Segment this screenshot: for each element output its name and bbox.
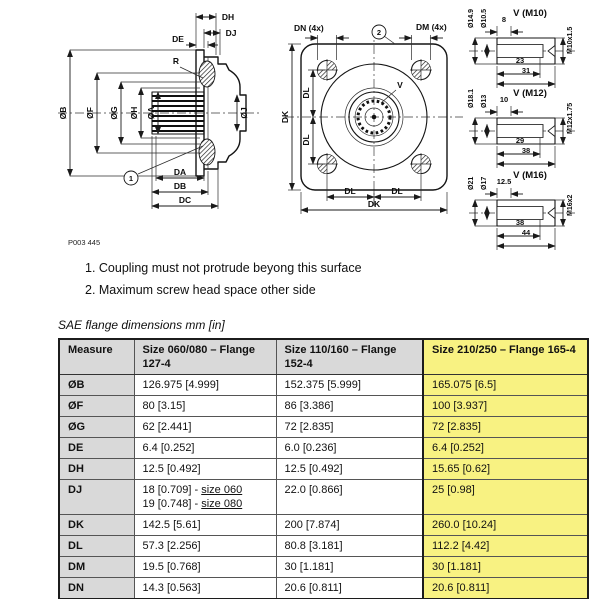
value-cell: 30 [1.181] bbox=[423, 557, 588, 578]
detail-len1-m12: 29 bbox=[515, 136, 525, 145]
notes-list bbox=[85, 257, 362, 301]
table-row bbox=[59, 578, 588, 599]
measure-cell: DL bbox=[59, 536, 134, 557]
detail-depth-m12: 10 bbox=[499, 95, 509, 104]
dim-label-dl-bottom-left: DL bbox=[344, 186, 356, 196]
dim-label-dk-left: DK bbox=[280, 110, 290, 124]
dim-label-dh: DH bbox=[221, 12, 235, 22]
side-view-drawing bbox=[58, 12, 262, 247]
value-cell: 80 [3.15] bbox=[134, 396, 276, 417]
value-cell bbox=[134, 480, 276, 515]
value-line bbox=[143, 497, 268, 511]
value-cell: 15.65 [0.62] bbox=[423, 459, 588, 480]
table-row bbox=[59, 536, 588, 557]
detail-dia-outer-m12: Ø18.1 bbox=[468, 88, 475, 108]
value-cell: 22.0 [0.866] bbox=[276, 480, 423, 515]
dim-label-db: DB bbox=[173, 181, 187, 191]
table-row bbox=[59, 417, 588, 438]
thread-detail-m16 bbox=[468, 170, 575, 250]
dim-label-oj: ØJ bbox=[239, 107, 249, 119]
measure-cell: DM bbox=[59, 557, 134, 578]
figure-code: P003 445 bbox=[68, 238, 101, 247]
detail-dia-outer-m10: Ø14.9 bbox=[468, 8, 475, 28]
table-row bbox=[59, 459, 588, 480]
value-cell: 6.4 [0.252] bbox=[423, 438, 588, 459]
value-cell: 12.5 [0.492] bbox=[276, 459, 423, 480]
dim-label-of: ØF bbox=[85, 107, 95, 119]
value-cell: 6.0 [0.236] bbox=[276, 438, 423, 459]
value-cell: 165.075 [6.5] bbox=[423, 375, 588, 396]
value-cell: 80.8 [3.181] bbox=[276, 536, 423, 557]
table-row bbox=[59, 438, 588, 459]
callout-2: 2 bbox=[376, 28, 382, 37]
value-cell: 72 [2.835] bbox=[276, 417, 423, 438]
value-cell: 86 [3.386] bbox=[276, 396, 423, 417]
dim-label-dc: DC bbox=[178, 195, 192, 205]
dim-label-dl-bottom-right: DL bbox=[391, 186, 403, 196]
detail-len2-m12: 38 bbox=[521, 146, 531, 155]
measure-cell: DK bbox=[59, 515, 134, 536]
size-link[interactable]: size 080 bbox=[201, 498, 243, 510]
note-line-1: 1. Coupling must not protrude beyong this surface bbox=[85, 261, 362, 275]
value-cell: 6.4 [0.252] bbox=[134, 438, 276, 459]
measure-cell: ØG bbox=[59, 417, 134, 438]
detail-len1-m16: 38 bbox=[515, 218, 525, 227]
detail-depth-m16: 12.5 bbox=[496, 177, 512, 186]
detail-dia-inner-m12: Ø13 bbox=[481, 94, 488, 108]
table-row bbox=[59, 515, 588, 536]
flange-drawing bbox=[0, 0, 609, 252]
value-cell: 152.375 [5.999] bbox=[276, 375, 423, 396]
table-row bbox=[59, 480, 588, 515]
table-header-row bbox=[59, 339, 588, 375]
sae-flange-dimensions-table bbox=[58, 338, 589, 599]
dim-label-r: R bbox=[172, 56, 180, 66]
value-cell: 19.5 [0.768] bbox=[134, 557, 276, 578]
note-line-2: 2. Maximum screw head space other side bbox=[85, 283, 316, 297]
detail-thread-m12: M12x1.75 bbox=[567, 102, 574, 134]
dim-label-dl-left-top: DL bbox=[301, 87, 311, 99]
value-cell: 112.2 [4.42] bbox=[423, 536, 588, 557]
value-cell: 14.3 [0.563] bbox=[134, 578, 276, 599]
detail-dia-inner-m16: Ø17 bbox=[481, 176, 488, 190]
value-cell: 20.6 [0.811] bbox=[276, 578, 423, 599]
detail-len1-m10: 23 bbox=[515, 56, 525, 65]
measure-cell: DJ bbox=[59, 480, 134, 515]
dim-label-oa: ØA bbox=[146, 106, 156, 120]
value-cell: 100 [3.937] bbox=[423, 396, 588, 417]
detail-len2-m10: 31 bbox=[521, 66, 531, 75]
value-cell: 126.975 [4.999] bbox=[134, 375, 276, 396]
table-row bbox=[59, 375, 588, 396]
value-cell: 57.3 [2.256] bbox=[134, 536, 276, 557]
measure-cell: DE bbox=[59, 438, 134, 459]
front-view-drawing bbox=[280, 22, 463, 214]
dim-label-ob: ØB bbox=[58, 106, 68, 120]
detail-title-m10: V (M10) bbox=[513, 8, 547, 19]
column-header: Size 110/160 – Flange 152-4 bbox=[276, 339, 423, 375]
value-cell: 200 [7.874] bbox=[276, 515, 423, 536]
table-row bbox=[59, 396, 588, 417]
dim-label-da: DA bbox=[173, 167, 187, 177]
detail-thread-m16: M16x2 bbox=[567, 194, 574, 216]
value-cell: 12.5 [0.492] bbox=[134, 459, 276, 480]
table-row bbox=[59, 557, 588, 578]
dim-label-og: ØG bbox=[109, 106, 119, 120]
dim-label-v: V bbox=[397, 80, 403, 90]
measure-cell: DH bbox=[59, 459, 134, 480]
dim-label-oh: ØH bbox=[129, 106, 139, 120]
value-cell: 20.6 [0.811] bbox=[423, 578, 588, 599]
value-cell: 260.0 [10.24] bbox=[423, 515, 588, 536]
detail-title-m12: V (M12) bbox=[513, 88, 547, 99]
value-text: 19 [0.748] - bbox=[142, 498, 202, 510]
column-header: Size 210/250 – Flange 165-4 bbox=[423, 339, 588, 375]
dim-label-dm: DM (4x) bbox=[416, 22, 447, 32]
dim-label-de: DE bbox=[172, 34, 184, 44]
dim-label-dk-bottom: DK bbox=[367, 199, 381, 209]
detail-title-m16: V (M16) bbox=[513, 170, 547, 181]
detail-len2-m16: 44 bbox=[521, 228, 531, 237]
column-header: Measure bbox=[59, 339, 134, 375]
column-header: Size 060/080 – Flange 127-4 bbox=[134, 339, 276, 375]
measure-cell: ØB bbox=[59, 375, 134, 396]
dim-label-dl-left-bottom: DL bbox=[301, 134, 311, 146]
detail-dia-outer-m16: Ø21 bbox=[468, 176, 475, 190]
measure-cell: ØF bbox=[59, 396, 134, 417]
value-cell: 62 [2.441] bbox=[134, 417, 276, 438]
dim-label-dn: DN (4x) bbox=[294, 23, 324, 33]
detail-thread-m10: M10x1.5 bbox=[567, 26, 574, 54]
callout-1: 1 bbox=[128, 174, 134, 183]
value-cell: 25 [0.98] bbox=[423, 480, 588, 515]
value-cell: 72 [2.835] bbox=[423, 417, 588, 438]
table-caption: SAE flange dimensions mm [in] bbox=[58, 318, 225, 332]
detail-depth-m10: 8 bbox=[501, 15, 507, 24]
thread-detail-m10 bbox=[468, 8, 575, 88]
value-cell: 142.5 [5.61] bbox=[134, 515, 276, 536]
measure-cell: DN bbox=[59, 578, 134, 599]
value-text: 18 [0.709] - bbox=[142, 484, 202, 496]
value-line bbox=[143, 483, 268, 497]
detail-dia-inner-m10: Ø10.5 bbox=[481, 8, 488, 28]
size-link[interactable]: size 060 bbox=[201, 484, 243, 496]
dim-label-dj: DJ bbox=[225, 28, 237, 38]
value-cell: 30 [1.181] bbox=[276, 557, 423, 578]
thread-detail-m12 bbox=[468, 88, 575, 168]
